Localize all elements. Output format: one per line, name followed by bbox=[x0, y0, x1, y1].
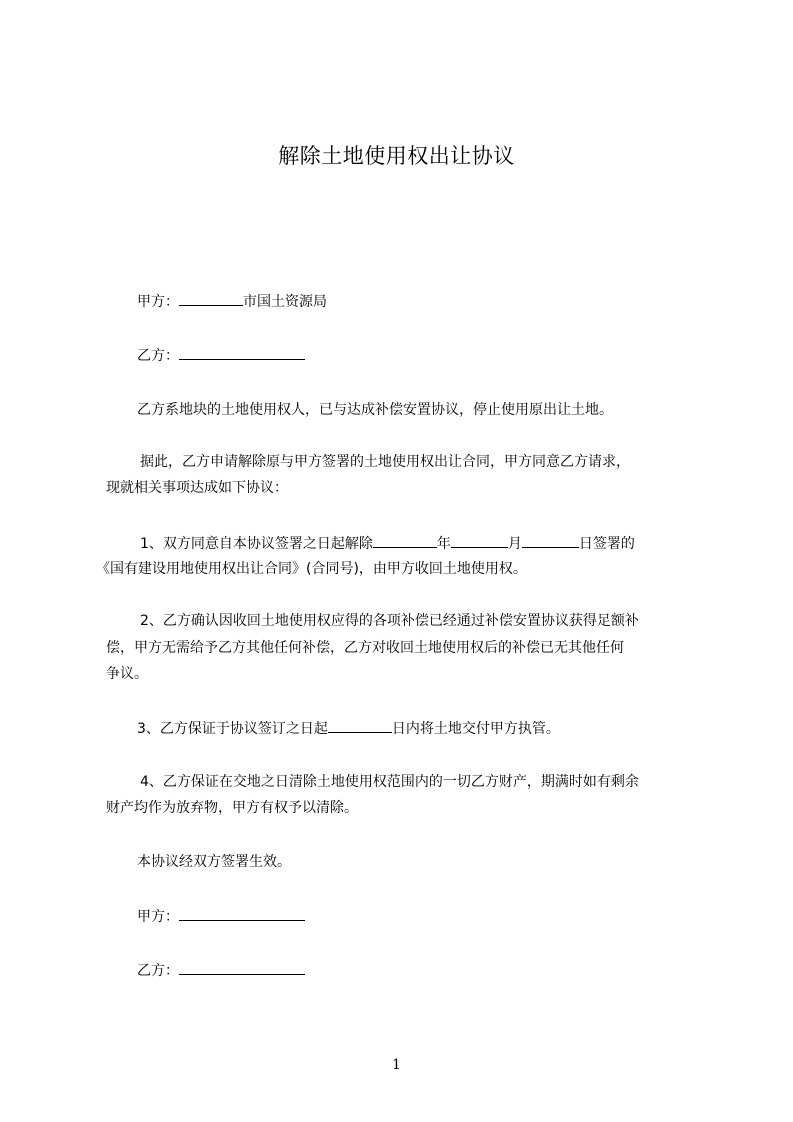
document-title: 解除土地使用权出让协议 bbox=[278, 144, 515, 168]
party-a-suffix: 市国土资源局 bbox=[243, 294, 327, 310]
party-a-label: 甲方： bbox=[137, 294, 179, 310]
party-b-name-blank bbox=[179, 345, 305, 360]
clause-3-days-blank bbox=[328, 718, 392, 733]
clause-2-line2: 偿，甲方无需给予乙方其他任何补偿，乙方对收回土地使用权后的补偿已无其他任何 bbox=[106, 640, 624, 656]
clause-3-line bbox=[137, 718, 560, 739]
clause-4-line2: 财产均作为放弃物，甲方有权予以清除。 bbox=[106, 800, 358, 816]
paragraph-background: 乙方系地块的土地使用权人，已与达成补偿安置协议，停止使用原出让土地。 bbox=[137, 402, 613, 418]
signature-party-a-label: 甲方： bbox=[137, 909, 179, 925]
party-b-label: 乙方： bbox=[137, 348, 179, 364]
paragraph-request-line2: 现就相关事项达成如下协议： bbox=[106, 480, 288, 496]
clause-1-month-blank bbox=[451, 533, 508, 548]
signature-party-a bbox=[137, 906, 305, 927]
clause-1-line1 bbox=[140, 533, 635, 554]
clause-2-line1: 2、乙方确认因收回土地使用权应得的各项补偿已经通过补偿安置协议获得足额补 bbox=[140, 613, 639, 629]
clause-1-prefix: 1、双方同意自本协议签署之日起解除 bbox=[140, 536, 373, 552]
clause-1-month-label: 月 bbox=[507, 536, 522, 552]
paragraph-request-line1: 据此，乙方申请解除原与甲方签署的土地使用权出让合同，甲方同意乙方请求， bbox=[140, 454, 630, 470]
signature-party-b-blank bbox=[179, 960, 305, 975]
clause-1-day-blank bbox=[522, 533, 579, 548]
signature-party-a-blank bbox=[179, 906, 305, 921]
party-b-line bbox=[137, 345, 305, 366]
clause-1-day-suffix: 日签署的 bbox=[578, 536, 635, 552]
signature-party-b-label: 乙方： bbox=[137, 963, 179, 979]
clause-1-year-label: 年 bbox=[436, 536, 451, 552]
clause-4-line1: 4、乙方保证在交地之日清除土地使用权范围内的一切乙方财产，期满时如有剩余 bbox=[140, 774, 639, 790]
page-number: 1 bbox=[392, 1057, 401, 1073]
effective-clause: 本协议经双方签署生效。 bbox=[137, 854, 291, 870]
party-a-line bbox=[137, 291, 327, 312]
clause-1-year-blank bbox=[373, 533, 437, 548]
party-a-name-blank bbox=[179, 291, 243, 306]
clause-3-prefix: 3、乙方保证于协议签订之日起 bbox=[137, 721, 328, 737]
clause-1-line2: 《国有建设用地使用权出让合同》(合同号)，由甲方收回土地使用权。 bbox=[96, 561, 527, 577]
clause-2-line3: 争议。 bbox=[106, 666, 148, 682]
clause-3-suffix: 日内将土地交付甲方执管。 bbox=[391, 721, 560, 737]
signature-party-b bbox=[137, 960, 305, 981]
